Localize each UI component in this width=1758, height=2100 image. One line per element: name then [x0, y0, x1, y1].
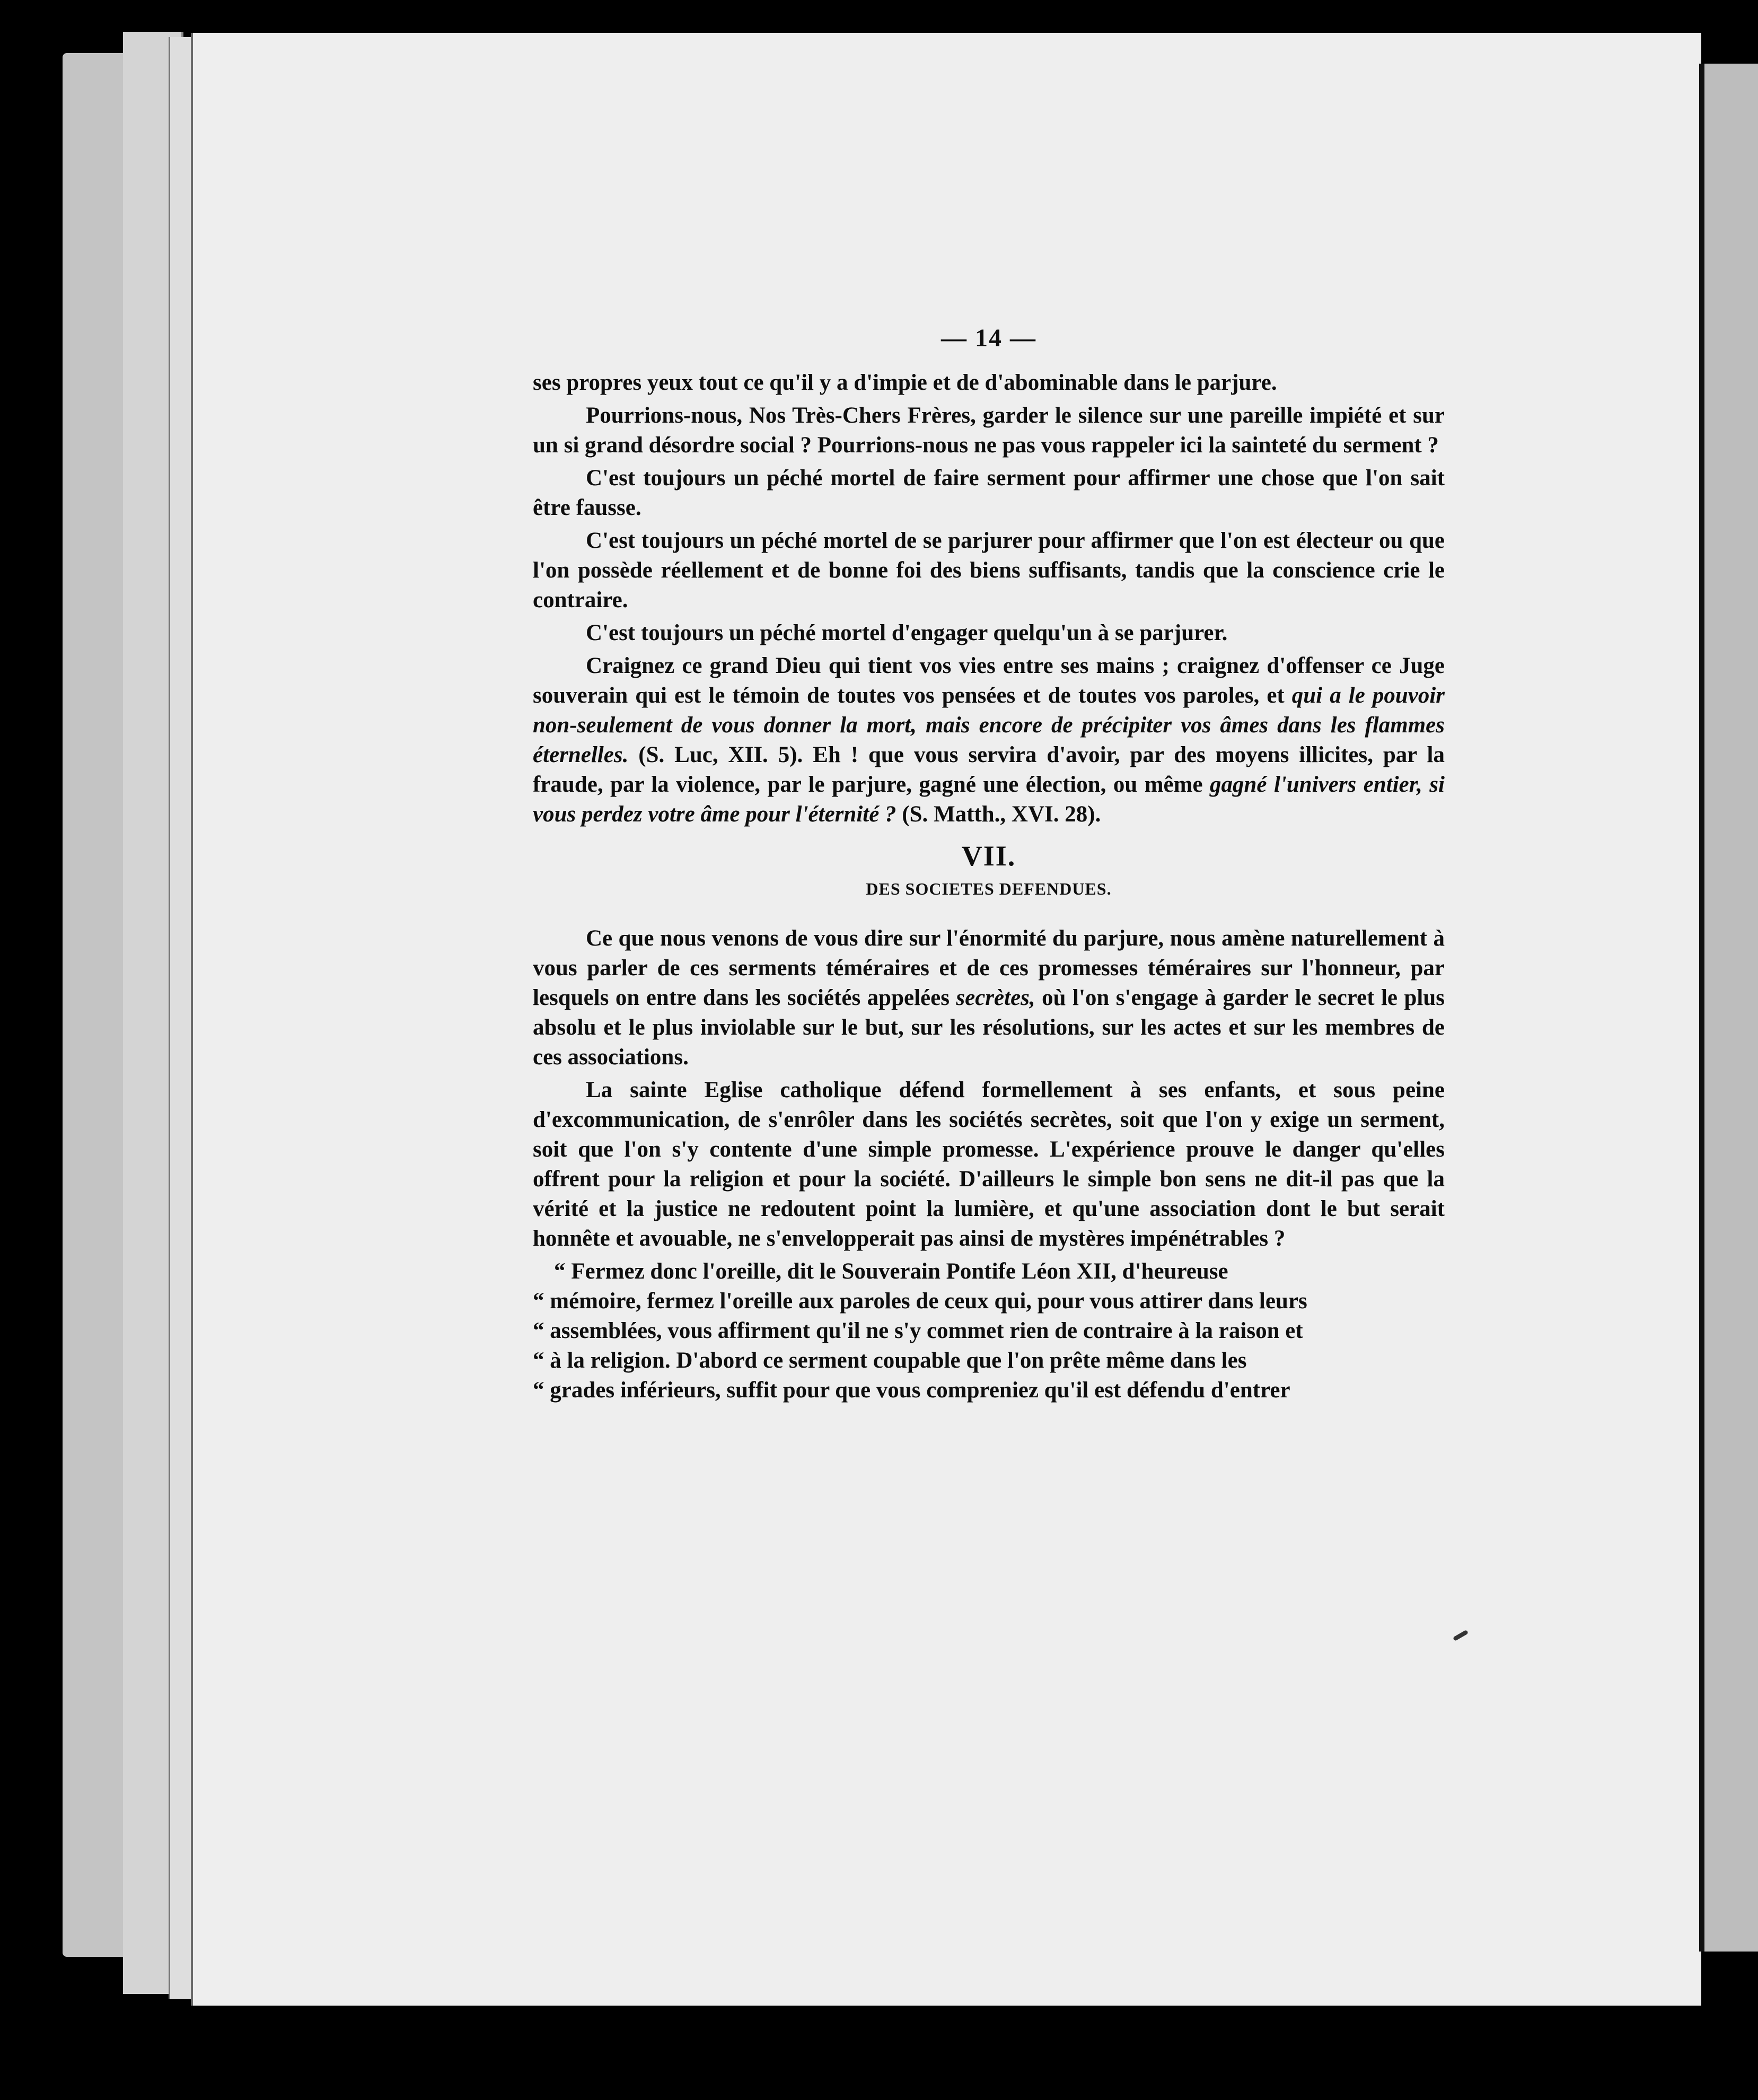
- paragraph: Pourrions-nous, Nos Très-Chers Frères, garder le silence sur une pareille impiété et sur un si grand désordre social ? Pourrions-nous ne pas vous rappeler ici la sainteté du serment ?: [533, 403, 1445, 458]
- quote-line: “ mémoire, fermez l'oreille aux paroles de ceux qui, pour vous attirer dans leurs: [533, 1289, 1307, 1314]
- church-paragraph: La sainte Eglise catholique défend formellement à ses enfants, et sous peine d'excommunication, de s'enrôler dans les sociétés secrètes, soit que l'on y exige un serment, soit que l'on s'y contente d'une simple promesse. L'expérience prouve le danger qu'elles offrent pour la religion et pour la société. D'ailleurs le simple bon sens ne dit-il pas que la vérité et la justice ne redoutent point la lumière, et qu'une association dont le but serait honnête et avouable, ne s'envelopperait pas ainsi de mystères impénétrables ?: [533, 1078, 1445, 1251]
- scripture-quote: qui a le pouvoir non-seulement de vous donner la mort, mais encore de précipiter vos âmes dans les flammes éternelles.: [533, 683, 1445, 767]
- paragraph: C'est toujours un péché mortel de faire serment pour affirmer une chose que l'on sait être fausse.: [533, 466, 1445, 520]
- text-run: où l'on s'engage à garder le secret le plus absolu et le plus inviolable sur le but, sur les résolutions, sur les actes et sur les membres de ces associations.: [533, 985, 1445, 1070]
- text-run: (S. Luc, XII. 5). Eh ! que vous servira d'avoir, par des moyens illicites, par la fraude, par la violence, par le parjure, gagné une élection, ou même: [533, 742, 1445, 797]
- section-title: DES SOCIETES DEFENDUES.: [866, 879, 1112, 898]
- text-run: (S. Matth., XVI. 28).: [896, 802, 1101, 827]
- page-number: — 14 —: [941, 324, 1036, 352]
- scripture-quote: gagné l'univers entier, si vous perdez votre âme pour l'éternité ?: [533, 772, 1445, 827]
- paragraph: C'est toujours un péché mortel d'engager quelqu'un à se parjurer.: [586, 620, 1228, 645]
- section-number: VII.: [961, 840, 1016, 872]
- quote-line: “ assemblées, vous affirment qu'il ne s'y commet rien de contraire à la raison et: [533, 1318, 1303, 1343]
- text-run: Ce que nous venons de vous dire sur l'énormité du parjure, nous amène naturellement à vous parler de ces serments téméraires et de ces promesses téméraires sur l'honneur, par lesquels on entre dans les sociétés appelées: [533, 926, 1445, 1010]
- paragraph: C'est toujours un péché mortel de se parjurer pour affirmer que l'on est électeur ou que l'on possède réellement et de bonne foi des biens suffisants, tandis que la conscience crie le contraire.: [533, 528, 1445, 612]
- facing-page-edge: [1699, 64, 1758, 1952]
- text-run: Craignez ce grand Dieu qui tient vos vies entre ses mains ; craignez d'offenser ce Juge souverain qui est le témoin de toutes vos pensées et de toutes vos paroles, et: [533, 653, 1445, 708]
- quote-line: “ Fermez donc l'oreille, dit le Souverain Pontife Léon XII, d'heureuse: [554, 1259, 1228, 1284]
- societies-paragraph: [533, 924, 1445, 1072]
- quote-line: “ à la religion. D'abord ce serment coupable que l'on prête même dans les: [533, 1348, 1247, 1373]
- paragraph: ses propres yeux tout ce qu'il y a d'impie et de d'abominable dans le parjure.: [533, 370, 1277, 395]
- fear-paragraph: [533, 651, 1445, 829]
- quote-line: “ grades inférieurs, suffit pour que vous compreniez qu'il est défendu d'entrer: [533, 1378, 1290, 1403]
- page-text-block: [533, 323, 1445, 1405]
- italic-term: secrètes,: [956, 985, 1035, 1010]
